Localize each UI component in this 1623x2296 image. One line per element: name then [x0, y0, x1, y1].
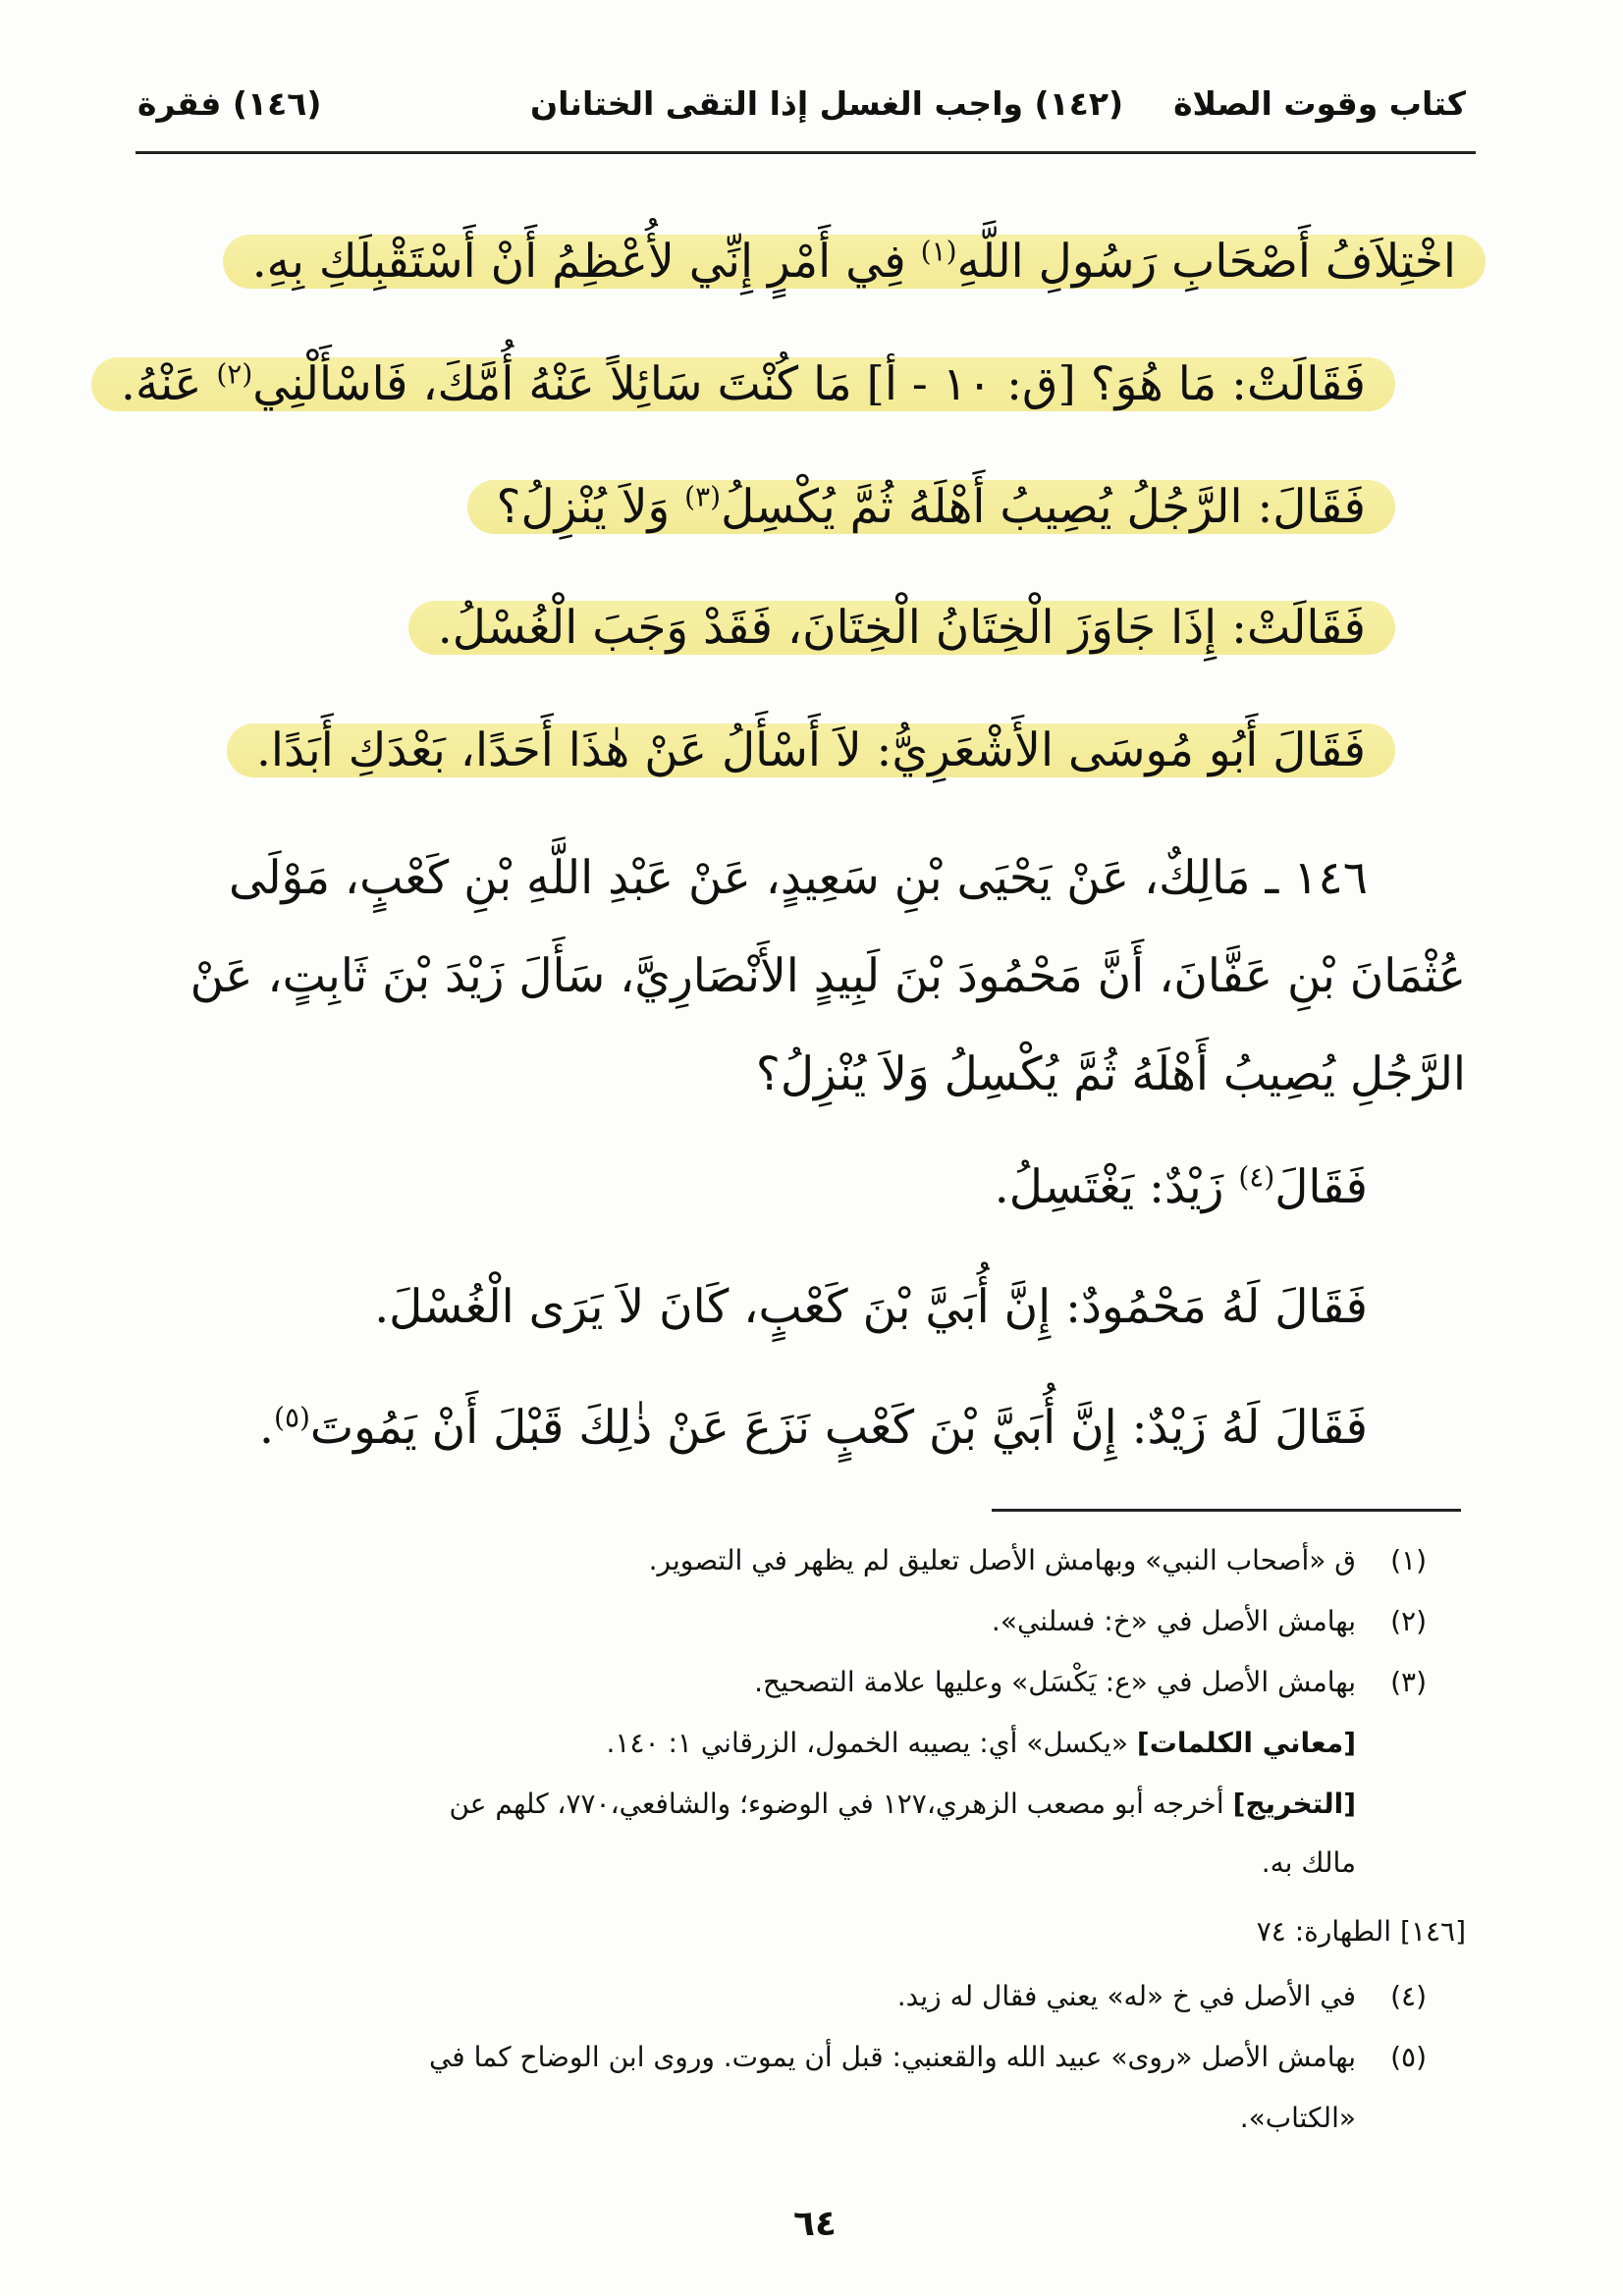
text-line-5 [227, 717, 1395, 785]
paragraph-label: (١٤٦) فقرة [137, 84, 322, 123]
header-rule [135, 151, 1476, 154]
highlight-4: فَقَالَتْ: إِذَا جَاوَزَ الْخِتَانُ الْخِتَانَ، فَقَدْ وَجَبَ الْغُسْلُ. [408, 601, 1395, 655]
meaning-label: [معاني الكلمات] [1136, 1727, 1356, 1759]
book-title: كتاب وقوت الصلاة [1173, 84, 1466, 123]
text-line-10: فَقَالَ لَهُ مَحْمُودٌ: إِنَّ أُبَيَّ بْنَ كَعْبٍ، كَانَ لاَ يَرَى الْغُسْلَ. [374, 1280, 1368, 1334]
footnote-4: (٤)في الأصل في خ «له» يعني فقال له زيد. [897, 1975, 1427, 2018]
running-header [137, 84, 1466, 143]
footnote-number: (٢) [1390, 1605, 1427, 1637]
footnote-mark-1: (١) [920, 235, 957, 268]
footnote-3-takhrij-cont: مالك به. [1261, 1846, 1356, 1879]
footnote-mark-2: (٢) [216, 357, 253, 391]
footnote-number: (٣) [1390, 1666, 1427, 1698]
text-line-1 [223, 228, 1486, 296]
highlight-1: اخْتِلاَفُ أَصْحَابِ رَسُولِ اللَّهِ$^{(١)}$ فِي أَمْرٍ إِنِّي لأُعْظِمُ أَنْ أَسْتَقْبِلَكِ بِهِ. [223, 235, 1486, 289]
highlight-5: فَقَالَ أَبُو مُوسَى الأَشْعَرِيُّ: لاَ أَسْأَلُ عَنْ هٰذَا أَحَدًا، بَعْدَكِ أَبَدًا. [227, 723, 1395, 777]
footnote-number: (١) [1390, 1544, 1427, 1576]
text-line-6: ١٤٦ ـ مَالِكٌ، عَنْ يَحْيَى بْنِ سَعِيدٍ، عَنْ عَبْدِ اللَّهِ بْنِ كَعْبٍ، مَوْلَى [229, 851, 1368, 905]
footnote-3-takhrij: [التخريج] أخرجه أبو مصعب الزهري،١٢٧ في الوضوء؛ والشافعي،٧٧٠، كلهم عن [449, 1788, 1356, 1820]
footnote-3-meaning: [معاني الكلمات] «يكسل» أي: يصيبه الخمول، الزرقاني ١: ١٤٠. [606, 1727, 1356, 1759]
reference-number: [١٤٦] [1400, 1915, 1466, 1948]
footnote-mark-3: (٣) [684, 480, 722, 513]
text-line-9: فَقَالَ$^{(٤)}$ زَيْدٌ: يَغْتَسِلُ. [994, 1160, 1368, 1214]
text-line-11: فَقَالَ لَهُ زَيْدٌ: إِنَّ أُبَيَّ بْنَ كَعْبٍ نَزَعَ عَنْ ذٰلِكَ قَبْلَ أَنْ يَمُوتَ$^{(٥)}$. [259, 1401, 1368, 1455]
text-line-4 [408, 594, 1395, 663]
footnote-5-cont: «الكتاب». [1239, 2102, 1356, 2134]
footnote-number: (٤) [1390, 1980, 1427, 2012]
text-line-2 [91, 350, 1395, 419]
text-line-7: عُثْمَانَ بْنِ عَفَّانَ، أَنَّ مَحْمُودَ بْنَ لَبِيدٍ الأَنْصَارِيَّ، سَأَلَ زَيْدَ بْنَ ثَابِتٍ، عَنْ [189, 949, 1466, 1003]
footnote-mark-5: (٥) [274, 1401, 310, 1434]
text-line-3 [467, 473, 1396, 542]
highlight-3: فَقَالَ: الرَّجُلُ يُصِيبُ أَهْلَهُ ثُمَّ يُكْسِلُ$^{(٣)}$ وَلاَ يُنْزِلُ؟ [467, 480, 1396, 534]
footnote-5: (٥)بهامش الأصل «روى» عبيد الله والقعنبي: قبل أن يموت. وروى ابن الوضاح كما في [429, 2036, 1427, 2079]
text-line-8: الرَّجُلِ يُصِيبُ أَهْلَهُ ثُمَّ يُكْسِلُ وَلاَ يُنْزِلُ؟ [755, 1047, 1466, 1101]
takhrij-label: [التخريج] [1232, 1788, 1356, 1820]
footnote-3: (٣)بهامش الأصل في «ع: يَكْسَل» وعليها علامة التصحيح. [754, 1661, 1427, 1704]
footnote-rule [992, 1509, 1461, 1512]
chapter-title: (١٤٢) واجب الغسل إذا التقى الختانان [530, 84, 1124, 123]
footnote-mark-4: (٤) [1238, 1160, 1275, 1194]
footnote-2: (٢)بهامش الأصل في «خ: فسلني». [992, 1600, 1427, 1643]
highlight-2: فَقَالَتْ: مَا هُوَ؟ [ق: ١٠ - أ] مَا كُنْتَ سَائِلاً عَنْهُ أُمَّكَ، فَاسْأَلْنِي$^{(٢)}$ عَنْهُ. [91, 357, 1395, 411]
page-number: ٦٤ [793, 2204, 837, 2244]
paragraph-reference: [١٤٦] الطهارة: ٧٤ [1256, 1915, 1466, 1948]
footnote-1: (١)ق «أصحاب النبي» وبهامش الأصل تعليق لم يظهر في التصوير. [649, 1539, 1427, 1582]
footnote-number: (٥) [1390, 2041, 1427, 2073]
